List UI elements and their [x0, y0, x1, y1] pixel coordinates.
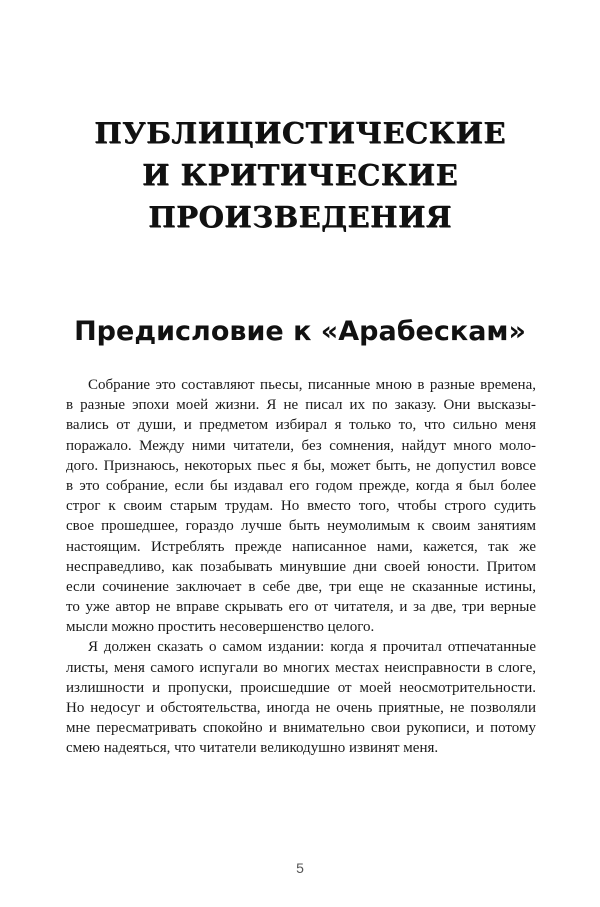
text-line: настоящим. Истреблять прежде написанное нами, кажется, так же: [66, 538, 536, 555]
text-line: поражало. Между ними читатели, без сомнения, найдут много моло-: [66, 437, 536, 454]
text-line: вались от души, и предметом избирал я только то, что сильно меня: [66, 417, 536, 434]
section-title-line-3: ПРОИЗВЕДЕНИЯ: [148, 200, 452, 234]
chapter-title: Предисловие к «Арабескам»: [74, 316, 526, 347]
text-line: листы, меня самого испугали во многих местах неисправности в слоге,: [66, 659, 536, 676]
text-line: мне пересматривать спокойно и внимательно свои рукописи, и потому: [66, 720, 536, 737]
section-title-line-1: ПУБЛИЦИСТИЧЕСКИЕ: [94, 116, 506, 150]
section-title-line-2: И КРИТИЧЕСКИЕ: [141, 158, 459, 192]
text-line: если сочинение заключает в себе две, три еще не сказанные истины,: [66, 578, 536, 595]
text-line: мысли можно простить несовершенство целого.: [66, 619, 375, 636]
text-line: Я должен сказать о самом издании: когда я прочитал отпечатанные: [88, 639, 536, 656]
text-line: свое прошедшее, гораздо лучше быть неумолимым к своим занятиям: [66, 518, 536, 535]
text-line: в это собрание, если бы издавал его годом прежде, когда я был более: [66, 477, 536, 494]
text-line: то уже автор не вправе скрывать его от читателя, и за две, три верные: [66, 599, 536, 616]
text-line: строг к своим старым трудам. Но вместо того, чтобы строго судить: [66, 498, 536, 515]
section-title: [40, 112, 560, 238]
page-number: 5: [296, 860, 304, 876]
text-line: Но недосуг и обстоятельства, иногда не очень приятные, не позволяли: [66, 700, 536, 716]
text-line: несправедливо, как позабывать минувшие дни своей юности. Притом: [66, 558, 536, 575]
text-line: излишности и пропуски, происшедшие от моей неосмотрительности.: [66, 679, 536, 696]
text-line: Собрание это составляют пьесы, писанные мною в разные времена,: [88, 377, 536, 393]
body-text: [66, 375, 536, 759]
text-line: в разные эпохи моей жизни. Я не писал их по заказу. Они высказы-: [66, 397, 536, 414]
text-line: дого. Признаюсь, некоторых пьес я бы, может быть, не допустил вовсе: [66, 457, 536, 474]
text-line: смею надеяться, что читатели великодушно извинят меня.: [66, 740, 439, 757]
